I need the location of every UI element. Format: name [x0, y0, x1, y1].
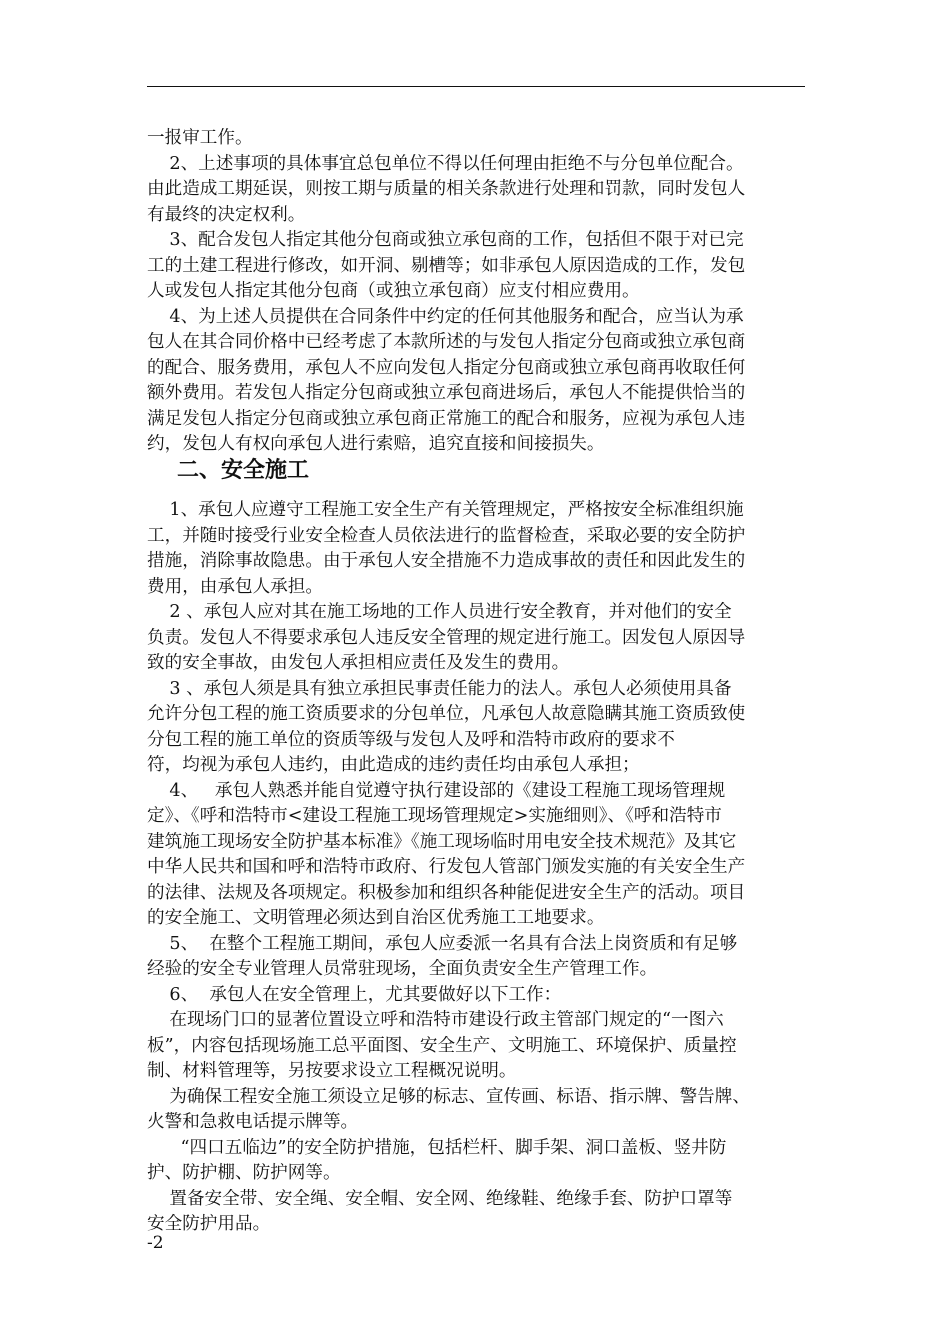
page-number: -2: [147, 1233, 164, 1253]
text-line: 额外费用。若发包人指定分包商或独立承包商进场后，承包人不能提供恰当的: [147, 383, 746, 403]
text-line: 由此造成工期延误，则按工期与质量的相关条款进行处理和罚款，同时发包人: [147, 179, 746, 199]
text-line: 6、 承包人在安全管理上，尤其要做好以下工作：: [147, 984, 562, 1005]
text-line: 费用，由承包人承担。: [147, 576, 323, 597]
text-line: 包人在其合同价格中已经考虑了本款所述的与发包人指定分包商或独立承包商: [147, 332, 746, 352]
text-line: 安全防护用品。: [147, 1214, 271, 1234]
text-line: 满足发包人指定分包商或独立承包商正常施工的配合和服务，应视为承包人违: [147, 408, 746, 429]
text-line: 5、 在整个工程施工期间，承包人应委派一名具有合法上岗资质和有足够: [147, 933, 738, 954]
text-line: 有最终的决定权利。: [147, 204, 306, 225]
text-line: 人或发包人指定其他分包商（或独立承包商）应支付相应费用。: [147, 281, 640, 301]
text-line: 允许分包工程的施工资质要求的分包单位，凡承包人故意隐瞒其施工资质致使: [147, 704, 746, 724]
text-line: 工的土建工程进行修改，如开洞、剔槽等；如非承包人原因造成的工作，发包: [147, 255, 746, 276]
text-line: 的安全施工、文明管理必须达到自治区优秀施工工地要求。: [147, 908, 605, 928]
text-line: 建筑施工现场安全防护基本标准》《施工现场临时用电安全技术规范》及其它: [147, 831, 737, 852]
text-line: 措施，消除事故隐患。由于承包人安全措施不力造成事故的责任和因此发生的: [147, 551, 746, 571]
text-line: 定》、《呼和浩特市<建设工程施工现场管理规定>实施细则》、《呼和浩特市: [147, 806, 722, 826]
text-line: “四口五临边”的安全防护措施，包括栏杆、脚手架、洞口盖板、竖井防: [147, 1137, 727, 1158]
text-line: 1、承包人应遵守工程施工安全生产有关管理规定，严格按安全标准组织施: [147, 500, 744, 520]
text-line: 约，发包人有权向承包人进行索赔，追究直接和间接损失。: [147, 434, 605, 454]
text-line: 3 、承包人须是具有独立承担民事责任能力的法人。承包人必须使用具备: [147, 678, 732, 699]
text-line: 为确保工程安全施工须设立足够的标志、宣传画、标语、指示牌、警告牌、: [147, 1086, 750, 1107]
text-line: 3、配合发包人指定其他分包商或独立承包商的工作，包括但不限于对已完: [147, 230, 744, 250]
text-line: 4、为上述人员提供在合同条件中约定的任何其他服务和配合，应当认为承: [147, 306, 744, 327]
text-line: 4、 承包人熟悉并能自觉遵守执行建设部的《建设工程施工现场管理规: [147, 780, 726, 801]
text-line: 置备安全带、安全绳、安全帽、安全网、绝缘鞋、绝缘手套、防护口罩等: [147, 1188, 733, 1209]
text-line: 在现场门口的显著位置设立呼和浩特市建设行政主管部门规定的“一图六: [147, 1010, 724, 1030]
body-text-section2: [147, 498, 827, 1238]
text-line: 火警和急救电话提示牌等。: [147, 1112, 359, 1132]
text-line: 经验的安全专业管理人员常驻现场，全面负责安全生产管理工作。: [147, 959, 658, 979]
text-line: 负责。发包人不得要求承包人违反安全管理的规定进行施工。因发包人原因导: [147, 627, 746, 648]
text-line: 制、材料管理等，另按要求设立工程概况说明。: [147, 1061, 517, 1081]
text-line: 中华人民共和国和呼和浩特市政府、行发包人管部门颁发实施的有关安全生产: [147, 857, 746, 877]
text-line: 工，并随时接受行业安全检查人员依法进行的监督检查，采取必要的安全防护: [147, 525, 746, 546]
body-text-section1: [147, 126, 807, 458]
text-line: 2 、承包人应对其在施工场地的工作人员进行安全教育，并对他们的安全: [147, 602, 732, 622]
text-line: 板”，内容包括现场施工总平面图、安全生产、文明施工、环境保护、质量控: [147, 1035, 737, 1056]
text-line: 致的安全事故，由发包人承担相应责任及发生的费用。: [147, 653, 570, 673]
section-heading: 二、安全施工: [177, 458, 310, 483]
text-line: 的配合、服务费用，承包人不应向发包人指定分包商或独立承包商再收取任何: [147, 357, 746, 378]
text-line: 一报审工作。: [147, 128, 253, 148]
text-line: 的法律、法规及各项规定。积极参加和组织各种能促进安全生产的活动。项目: [147, 882, 746, 903]
header-rule: [147, 86, 805, 87]
text-line: 护、防护棚、防护网等。: [147, 1163, 341, 1183]
text-line: 分包工程的施工单位的资质等级与发包人及呼和浩特市政府的要求不: [147, 729, 675, 750]
text-line: 符，均视为承包人违约，由此造成的违约责任均由承包人承担；: [147, 755, 640, 775]
text-line: 2、上述事项的具体事宜总包单位不得以任何理由拒绝不与分包单位配合。: [147, 153, 744, 174]
